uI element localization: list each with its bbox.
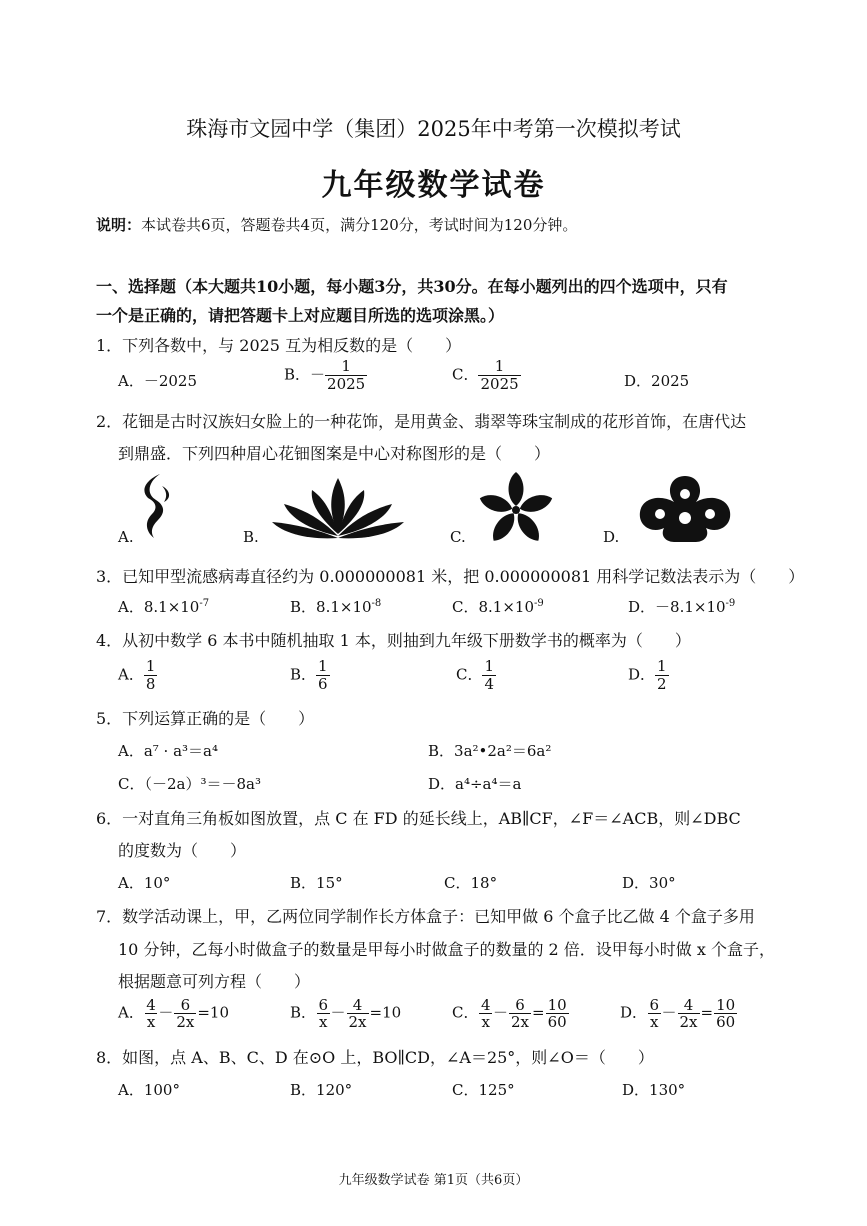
- exam-note: [96, 214, 577, 235]
- q1-c-num: 1: [494, 357, 505, 375]
- q8-stem: 8．如图，点 A、B、C、D 在⊙O 上，BO∥CD，∠A＝25°，则∠O＝（ ）: [96, 1048, 654, 1067]
- q3-d-base: D．－8.1×10: [628, 598, 726, 616]
- q7-c-frac1: [479, 997, 491, 1030]
- q1-c-den: 2025: [480, 375, 519, 393]
- q7-b-label: B．: [290, 1003, 317, 1022]
- q4-option-a: [118, 658, 157, 693]
- q7-d-frac3: [714, 997, 737, 1030]
- q4-c-fraction: [482, 658, 496, 693]
- note-label: 说明：: [96, 216, 142, 234]
- q1-c-fraction: [478, 358, 520, 393]
- q4-d-den: 2: [657, 675, 667, 693]
- q7-d-label: D．: [620, 1003, 648, 1022]
- q7-d-n3: 10: [716, 996, 736, 1014]
- q5-option-b: B．3a²•2a²＝6a²: [428, 742, 552, 760]
- q4-b-num: 1: [318, 657, 328, 675]
- q7-d-d3: 60: [716, 1013, 736, 1031]
- q1-b-label: B．－: [284, 365, 326, 384]
- q3-stem: 3．已知甲型流感病毒直径约为 0.000000081 米，把 0.000000081 用科学记数法表示为（ ）: [96, 567, 805, 586]
- q4-d-fraction: [655, 658, 669, 693]
- q6-line1: 6．一对直角三角板如图放置，点 C 在 FD 的延长线上，AB∥CF，∠F＝∠ACB，则∠DBC: [96, 809, 741, 828]
- q7-d-d1: x: [650, 1013, 659, 1031]
- q3-option-d: [628, 596, 735, 617]
- q3-c-exp: -9: [534, 598, 544, 609]
- q7-d-frac1: [648, 997, 660, 1030]
- q1-option-a: A．－2025: [118, 372, 198, 390]
- q6-option-a: A．10°: [118, 874, 171, 892]
- q7-c-d3: 60: [547, 1013, 567, 1031]
- q4-c-den: 4: [484, 675, 495, 693]
- q2-option-c: C.: [450, 528, 466, 546]
- q6-option-c: C．18°: [444, 874, 498, 892]
- q5-option-a: A．a⁷ · a³＝a⁴: [118, 742, 219, 760]
- q7-a-n1: 4: [146, 996, 156, 1014]
- q4-d-num: 1: [657, 657, 667, 675]
- page-footer: 九年级数学试卷 第1页（共6页）: [338, 1173, 529, 1188]
- q5-stem: 5．下列运算正确的是（ ）: [96, 709, 315, 728]
- q4-b-fraction: [316, 658, 330, 693]
- q4-a-num: 1: [145, 657, 156, 675]
- q3-option-a: [118, 596, 209, 617]
- q4-stem: 4．从初中数学 6 本书中随机抽取 1 本，则抽到九年级下册数学书的概率为（ ）: [96, 631, 691, 650]
- lotus-fan-icon: [270, 474, 406, 544]
- q7-option-a: [118, 997, 229, 1030]
- q7-a-n2: 6: [180, 996, 191, 1014]
- q4-b-den: 6: [318, 675, 328, 693]
- q4-a-fraction: [144, 658, 158, 693]
- q8-option-b: B．120°: [290, 1081, 353, 1099]
- q7-c-d2: 2x: [510, 1013, 529, 1031]
- q3-a-base: A．8.1×10: [118, 598, 200, 616]
- q3-option-b: [290, 596, 381, 617]
- q6-option-b: B．15°: [290, 874, 343, 892]
- q8-option-a: A．100°: [118, 1081, 180, 1099]
- q7-d-eq: =: [700, 1003, 714, 1022]
- q5-option-c: C．（－2a）³＝－8a³: [118, 775, 261, 793]
- q4-a-label: A．: [118, 665, 144, 684]
- q7-c-d1: x: [481, 1013, 490, 1031]
- q1-b-fraction: [325, 358, 367, 393]
- q7-d-frac2: [678, 997, 700, 1030]
- q1-option-b: [284, 358, 367, 393]
- q7-d-op: －: [661, 1003, 677, 1022]
- q7-c-n2: 6: [515, 996, 525, 1014]
- q7-option-b: [290, 997, 401, 1030]
- q2-option-d: D.: [603, 528, 620, 546]
- q3-b-exp: -8: [371, 598, 382, 609]
- q7-c-frac2: [509, 997, 531, 1030]
- q6-line2: 的度数为（ ）: [118, 841, 247, 860]
- four-petal-flower-icon: [476, 470, 556, 550]
- section1-line1: 一、选择题（本大题共10小题，每小题3分，共30分。在每小题列出的四个选项中，只有: [96, 277, 728, 296]
- q3-c-base: C．8.1×10: [452, 598, 534, 616]
- q7-b-d1: x: [319, 1013, 328, 1031]
- q7-a-label: A．: [118, 1003, 144, 1022]
- q7-d-d2: 2x: [679, 1013, 698, 1031]
- q4-c-num: 1: [484, 657, 495, 675]
- q7-c-frac3: [546, 997, 569, 1030]
- q4-b-label: B．: [290, 665, 317, 684]
- q7-option-c: [452, 997, 570, 1030]
- q2-option-a: A.: [118, 528, 134, 546]
- q7-c-n1: 4: [480, 996, 491, 1014]
- q1-c-label: C．: [452, 365, 479, 384]
- q7-b-frac1: [317, 997, 329, 1030]
- paper-title: 九年级数学试卷: [321, 168, 546, 203]
- q7-c-n3: 10: [547, 996, 567, 1014]
- q4-option-c: [456, 658, 496, 693]
- q7-c-label: C．: [452, 1003, 479, 1022]
- q1-b-den: 2025: [327, 375, 366, 393]
- q1-option-d: D．2025: [624, 372, 690, 390]
- note-text: 本试卷共6页，答题卷共4页，满分120分，考试时间为120分钟。: [141, 216, 578, 234]
- q1-b-num: 1: [341, 357, 351, 375]
- q7-a-op: －: [158, 1003, 174, 1022]
- q1-stem: 1．下列各数中，与 2025 互为相反数的是（ ）: [96, 336, 462, 355]
- q7-a-frac2: [174, 997, 196, 1030]
- q7-c-eq: =: [531, 1003, 545, 1022]
- q7-b-rhs: =10: [369, 1003, 402, 1022]
- q4-a-den: 8: [145, 675, 156, 693]
- q7-line3: 根据题意可列方程（ ）: [118, 972, 311, 991]
- q7-b-n2: 4: [352, 996, 363, 1014]
- q3-a-exp: -7: [199, 598, 210, 609]
- q7-option-d: [620, 997, 738, 1030]
- q4-option-d: [628, 658, 669, 693]
- q5-option-d: D．a⁴÷a⁴＝a: [428, 775, 522, 793]
- section1-line2: 一个是正确的，请把答题卡上对应题目所选的选项涂黑。）: [96, 306, 505, 325]
- hook-flower-icon: [140, 472, 180, 540]
- q4-option-b: [290, 658, 330, 693]
- q4-d-label: D．: [628, 665, 656, 684]
- q7-d-n2: 4: [683, 996, 694, 1014]
- q7-b-n1: 6: [318, 996, 329, 1014]
- q7-a-rhs: =10: [197, 1003, 229, 1022]
- trefoil-flower-icon: [630, 472, 740, 544]
- school-title: 珠海市文园中学（集团）2025年中考第一次模拟考试: [186, 117, 681, 141]
- q2-line2: 到鼎盛．下列四种眉心花钿图案是中心对称图形的是（ ）: [118, 444, 551, 463]
- q3-b-base: B．8.1×10: [290, 598, 372, 616]
- q7-b-frac2: [347, 997, 369, 1030]
- q7-line1: 7．数学活动课上，甲，乙两位同学制作长方体盒子：已知甲做 6 个盒子比乙做 4 个盒子多用: [96, 907, 755, 926]
- q7-a-frac1: [145, 997, 157, 1030]
- q3-option-c: [452, 596, 544, 617]
- q7-d-n1: 6: [649, 996, 660, 1014]
- q7-a-d2: 2x: [176, 1013, 195, 1031]
- q2-option-b: B.: [243, 528, 259, 546]
- q4-c-label: C．: [456, 665, 483, 684]
- q7-line2: 10 分钟，乙每小时做盒子的数量是甲每小时做盒子的数量的 2 倍．设甲每小时做 x 个盒子，: [118, 940, 775, 959]
- q1-option-c: [452, 358, 521, 393]
- q6-option-d: D．30°: [622, 874, 676, 892]
- q7-b-d2: 2x: [348, 1013, 367, 1031]
- q2-line1: 2．花钿是古时汉族妇女脸上的一种花饰，是用黄金、翡翠等珠宝制成的花形首饰，在唐代达: [96, 412, 747, 431]
- q7-c-op: －: [492, 1003, 508, 1022]
- q7-a-d1: x: [146, 1013, 156, 1031]
- q7-b-op: －: [330, 1003, 346, 1022]
- q8-option-c: C．125°: [452, 1081, 515, 1099]
- q3-d-exp: -9: [725, 598, 736, 609]
- q8-option-d: D．130°: [622, 1081, 686, 1099]
